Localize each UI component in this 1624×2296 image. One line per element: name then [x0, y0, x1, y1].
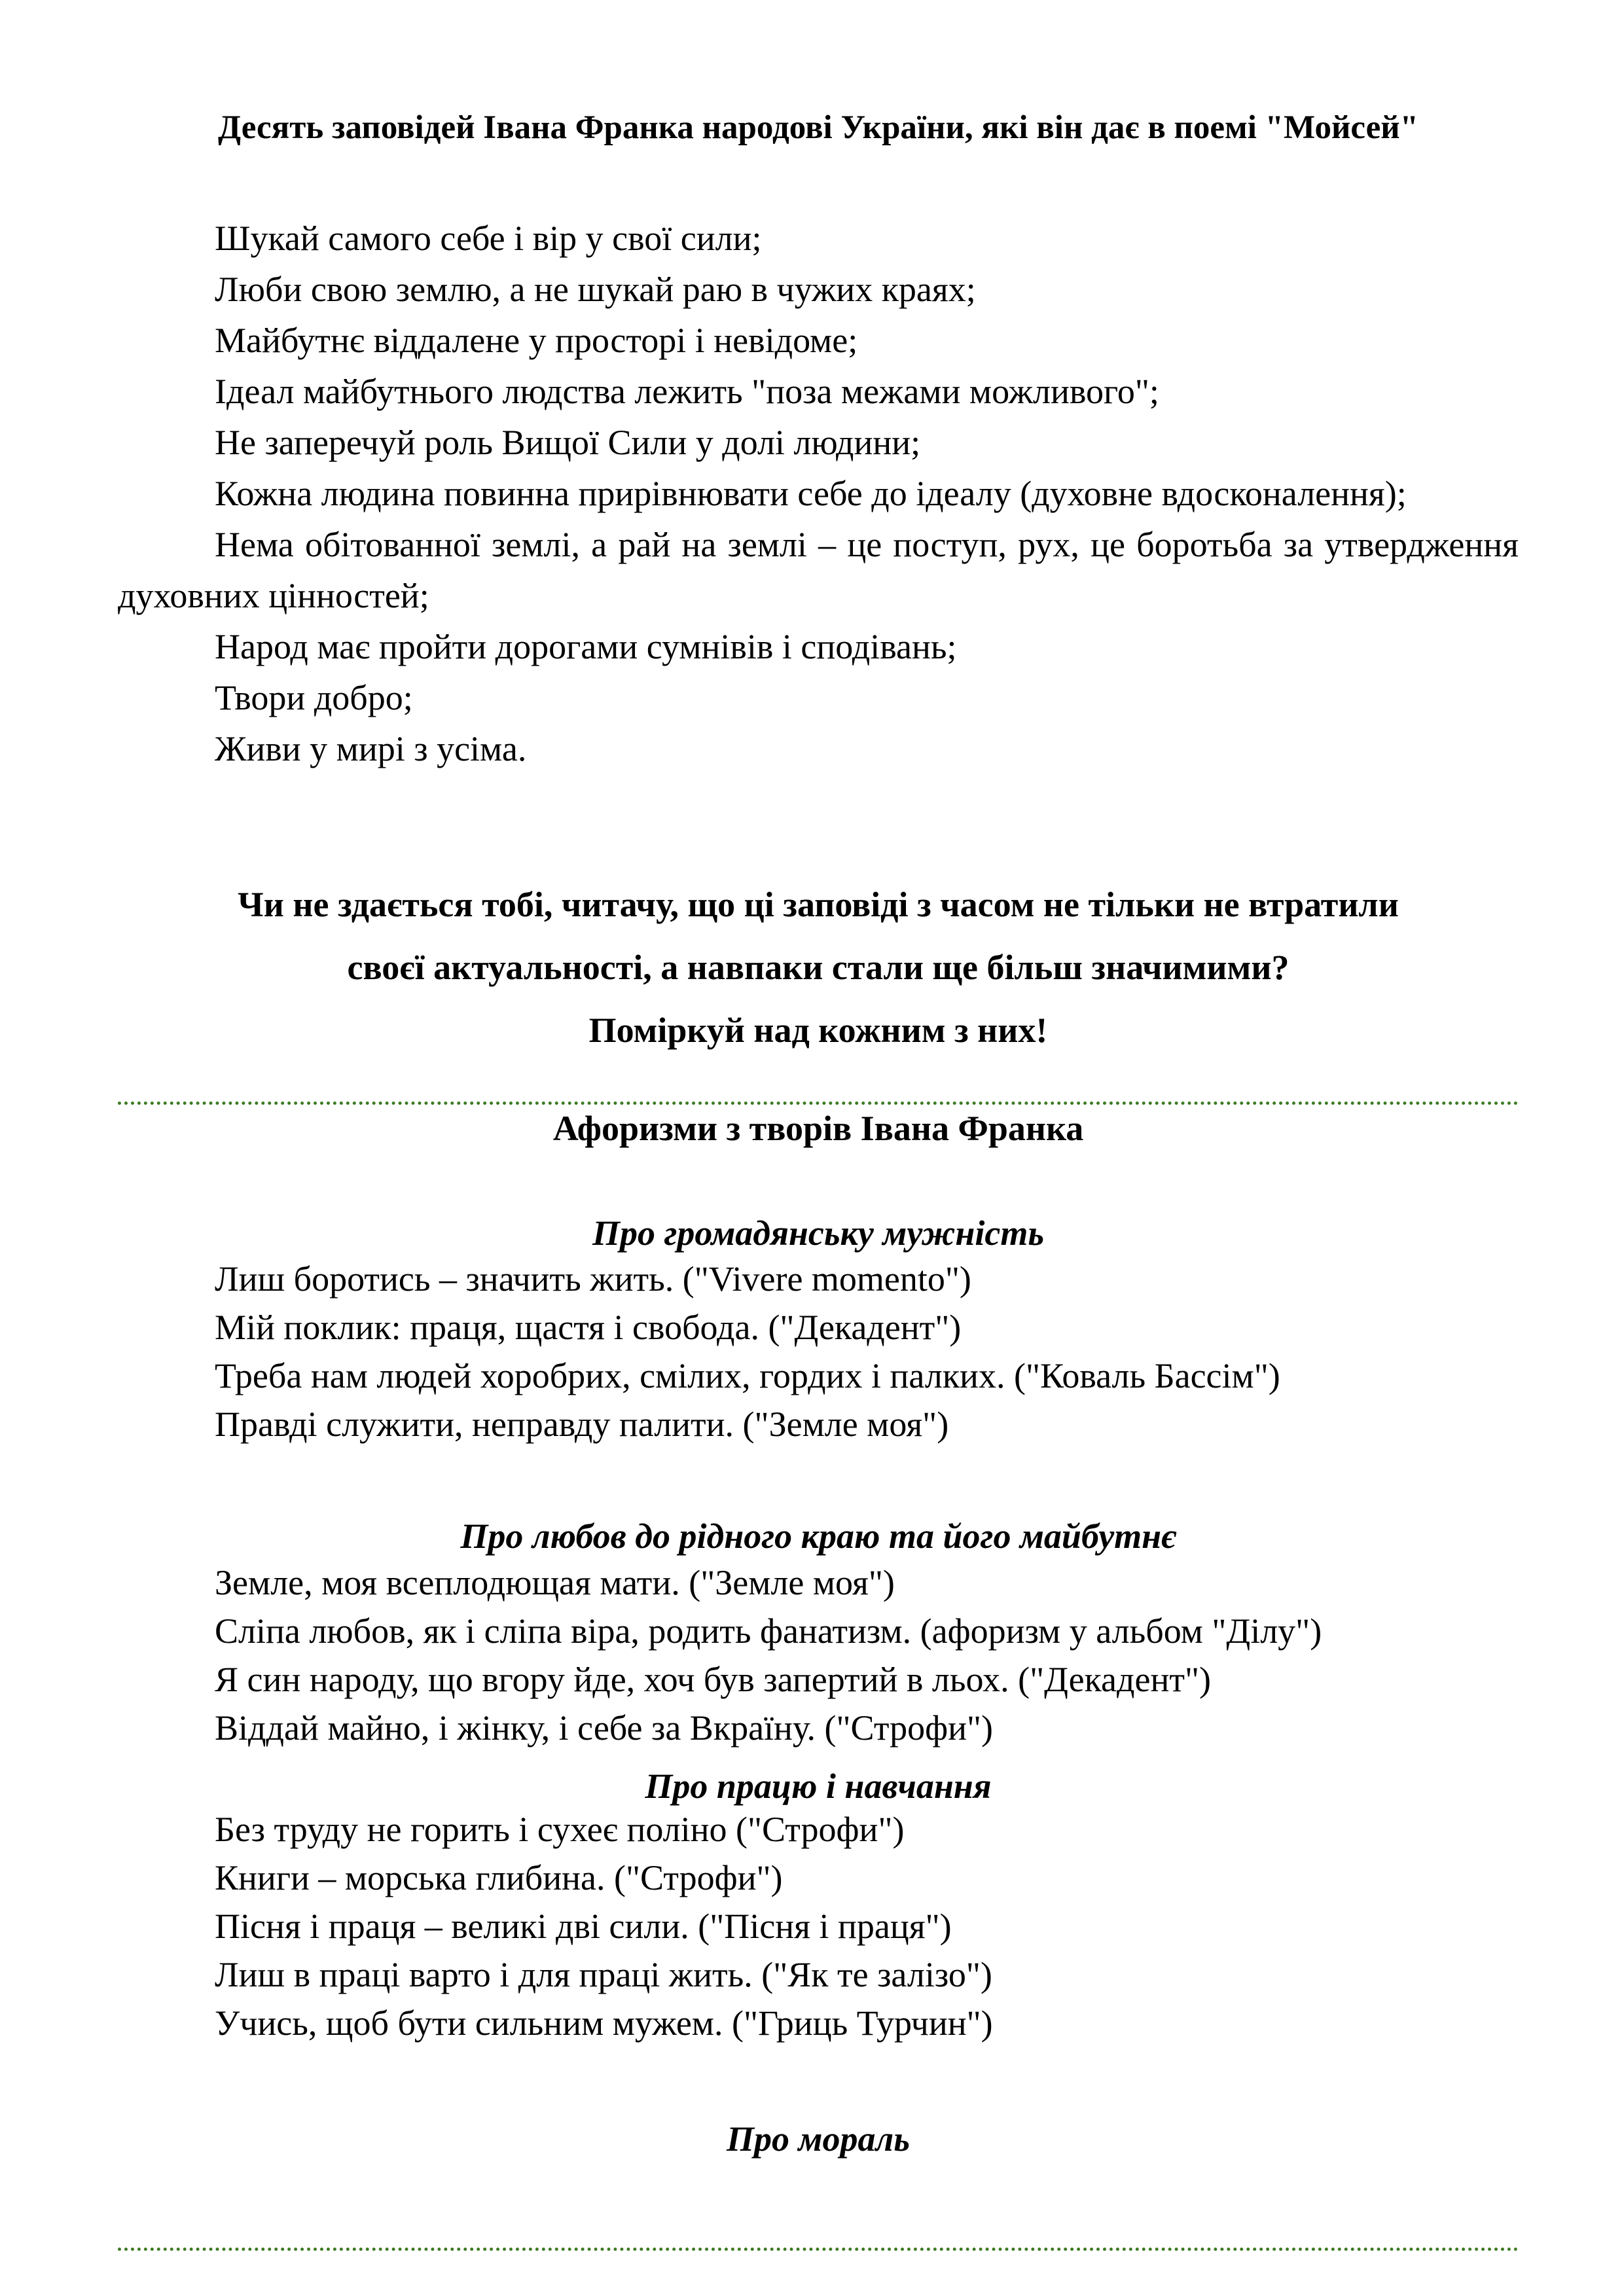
section-heading: Про мораль [727, 2119, 910, 2159]
commandment-item: Твори добро; [215, 678, 413, 717]
quote-item: Мій поклик: праця, щастя і свобода. ("Декадент") [215, 1308, 962, 1347]
commandments-list [118, 213, 1519, 774]
quote-item: Книги – морська глибина. ("Строфи") [215, 1858, 783, 1897]
commandment-item: Ідеал майбутнього людства лежить "поза межами можливого"; [215, 372, 1159, 411]
commandment-item: Народ має пройти дорогами сумнівів і сподівань; [215, 627, 957, 666]
section-heading: Про любов до рідного краю та його майбутнє [460, 1516, 1176, 1556]
commandment-item: Кожна людина повинна прирівнювати себе до ідеалу (духовне вдосконалення); [215, 474, 1407, 513]
section-heading: Про громадянську мужність [592, 1213, 1045, 1253]
commandment-item: Живи у мирі з усіма. [215, 729, 527, 768]
quote-item: Пісня і праця – великі дві сили. ("Пісня і праця") [215, 1907, 952, 1946]
section-heading: Про працю і навчання [645, 1767, 992, 1806]
commandment-item: Не заперечуй роль Вищої Сили у долі людини; [215, 423, 921, 462]
quote-list [215, 1255, 1517, 1448]
quote-item: Треба нам людей хоробрих, смілих, гордих і палких. ("Коваль Бассім") [215, 1356, 1280, 1395]
section-divider [118, 2248, 1519, 2251]
quote-item: Віддай майно, і жінку, і себе за Вкраїну. ("Строфи") [215, 1708, 994, 1748]
quote-item: Лиш в праці варто і для праці жить. ("Як те залізо") [215, 1955, 992, 1994]
quote-item: Я син народу, що вгору йде, хоч був запертий в льох. ("Декадент") [215, 1660, 1211, 1699]
aphorisms-title: Афоризми з творів Івана Франка [552, 1109, 1084, 1148]
commandment-item: Шукай самого себе і вір у свої сили; [215, 219, 762, 258]
quote-item: Учись, щоб бути сильним мужем. ("Гриць Турчин") [215, 2003, 993, 2043]
quote-item: Правді служити, неправду палити. ("Земле моя") [215, 1405, 949, 1444]
quote-list [215, 1558, 1517, 1752]
question-line: Чи не здається тобі, читачу, що ці заповіді з часом не тільки не втратили [238, 885, 1399, 924]
question-line: своєї актуальності, а навпаки стали ще більш значимими? [347, 948, 1290, 987]
quote-item: Земле, моя всеплодющая мати. ("Земле моя") [215, 1563, 895, 1602]
question-line: Поміркуй над кожним з них! [588, 1011, 1048, 1050]
quote-list [215, 1805, 1517, 2047]
commandment-item: Нема обітованної землі, а рай на землі – це поступ, рух, це боротьба за утвердження духовних цінностей; [118, 525, 1519, 615]
quote-item: Сліпа любов, як і сліпа віра, родить фанатизм. (афоризм у альбом "Ділу") [215, 1611, 1322, 1651]
commandment-item: Люби свою землю, а не шукай раю в чужих краях; [215, 270, 976, 309]
page-title: Десять заповідей Івана Франка народові України, які він дає в поемі "Мойсей" [218, 109, 1418, 146]
quote-item: Без труду не горить і сухеє поліно ("Строфи") [215, 1810, 905, 1849]
section-divider [118, 1102, 1519, 1105]
reader-question [118, 873, 1519, 1062]
quote-item: Лиш боротись – значить жить. ("Vivere momento") [215, 1259, 971, 1299]
commandment-item: Майбутнє віддалене у просторі і невідоме; [215, 321, 858, 360]
